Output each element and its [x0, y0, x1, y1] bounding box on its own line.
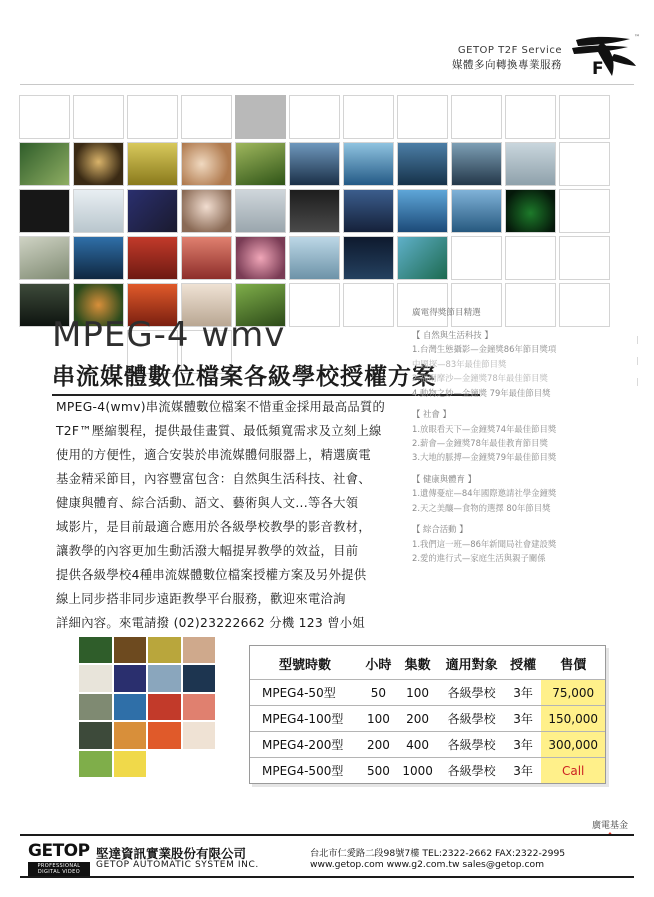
- thumbnail-cell: [397, 142, 448, 186]
- sponsor-label: 廣電基金: [591, 821, 628, 831]
- getop-wordmark: GETOP: [28, 841, 90, 861]
- body-line: 域影片，是目前最適合應用於各級學校教學的影音教材，: [56, 519, 371, 534]
- thumbnail-cell: [289, 142, 340, 186]
- body-line: T2F™壓縮製程，提供最佳畫質、最低頻寬需求及立刻上線: [56, 423, 382, 438]
- thumbnail-cell: [181, 142, 232, 186]
- service-name-cn: 媒體多向轉換專業服務: [452, 58, 562, 71]
- cell-episodes: 400: [397, 732, 439, 758]
- thumbnail-cell: [559, 189, 610, 233]
- thumbnail-cell: [343, 142, 394, 186]
- thumbnail-cell: [235, 142, 286, 186]
- company-address: 台北市仁愛路二段98號7樓 TEL:2322-2662 FAX:2322-2995: [310, 848, 566, 859]
- table-header-row: [250, 646, 605, 680]
- page-edge-marks: [636, 330, 639, 392]
- thumbnail-cell: [235, 95, 286, 139]
- cell-model: MPEG4-100型: [250, 706, 360, 732]
- brand-block: [452, 34, 640, 79]
- edge-mark: |: [636, 335, 639, 344]
- thumbnail-cell: [19, 189, 70, 233]
- page-footer: [20, 834, 634, 878]
- table-row: [250, 758, 605, 784]
- thumbnail-cell: [289, 189, 340, 233]
- mosaic-cell: [183, 694, 216, 720]
- page-title: [52, 315, 436, 391]
- body-line: 提供各級學校4種串流媒體數位檔案授權方案及另外提供: [56, 567, 367, 582]
- cell-target: 各級學校: [438, 758, 504, 784]
- thumbnail-cell: [397, 95, 448, 139]
- thumbnail-cell: [451, 142, 502, 186]
- thumbnail-cell: [235, 189, 286, 233]
- thumbnail-cell: [181, 95, 232, 139]
- cell-hours: 100: [360, 706, 397, 732]
- body-line: 詳細內容。來電請撥 (02)23222662 分機 123 曾小姐: [56, 615, 365, 630]
- service-name-en: GETOP T2F Service: [457, 45, 562, 56]
- thumbnail-cell: [559, 236, 610, 280]
- header-divider: [20, 84, 634, 85]
- mosaic-cell: [114, 637, 147, 663]
- thumbnail-cell: [289, 236, 340, 280]
- cell-price: Call: [541, 758, 605, 784]
- thumbnail-cell: [397, 236, 448, 280]
- thumbnail-cell: [127, 142, 178, 186]
- table-row: [250, 732, 605, 758]
- thumbnail-cell: [73, 189, 124, 233]
- mosaic-cell: [114, 694, 147, 720]
- svg-text:F: F: [592, 59, 604, 79]
- body-line: 線上同步搭非同步遠距教學平台服務，歡迎來電洽詢: [56, 591, 346, 606]
- thumbnail-cell: [19, 142, 70, 186]
- award-item: 1.遺傳憂症—84年國際邀請社學金鐘獎: [412, 488, 557, 499]
- thumbnail-cell: [181, 236, 232, 280]
- mosaic-cell: [148, 637, 181, 663]
- mosaic-cell: [183, 722, 216, 748]
- title-sub: 串流媒體數位檔案各級學校授權方案: [52, 363, 436, 390]
- pricing-table: [249, 645, 606, 784]
- award-item: 4.動物之妙—金鐘獎 79年最佳節目獎: [412, 387, 551, 398]
- thumbnail-cell: [451, 236, 502, 280]
- cell-license: 3年: [505, 706, 542, 732]
- mosaic-cell: [148, 694, 181, 720]
- body-line: MPEG-4(wmv)串流媒體數位檔案不惜重金採用最高品質的: [56, 400, 386, 414]
- awards-section-title: 【 綜合活動 】: [412, 524, 468, 535]
- award-item: 2.愛的進行式—家庭生活與親子關係: [412, 553, 546, 564]
- mosaic-cell: [148, 665, 181, 691]
- thumbnail-cell: [73, 236, 124, 280]
- company-name-cn: 堅達資訊實業股份有限公司: [96, 846, 247, 861]
- col-model: 型號時數: [279, 658, 332, 673]
- mosaic-cell: [148, 751, 181, 777]
- mosaic-thumbnail-block: [79, 637, 215, 777]
- award-item: 1.台灣生態攝影—金鐘獎86年節目獎項: [412, 344, 557, 355]
- award-item: 1.放眼看天下—金鐘獎74年最佳節目獎: [412, 423, 557, 434]
- pricing-table-body: [250, 680, 605, 784]
- cell-license: 3年: [505, 758, 542, 784]
- body-copy: [56, 396, 408, 636]
- body-line: 基金精采節目，內容豐富包含：自然與生活科技、社會、: [56, 471, 371, 486]
- table-row: [250, 706, 605, 732]
- col-license: 授權: [510, 658, 537, 673]
- brand-text: [452, 44, 562, 72]
- title-main: MPEG-4 wmv: [52, 315, 286, 355]
- cell-price: 75,000: [541, 680, 605, 706]
- thumbnail-cell: [19, 95, 70, 139]
- cell-hours: 500: [360, 758, 397, 784]
- mosaic-cell: [183, 637, 216, 663]
- awards-heading: 廣電得獎節目精選: [412, 308, 481, 318]
- mosaic-cell: [183, 751, 216, 777]
- mosaic-cell: [79, 637, 112, 663]
- cell-episodes: 1000: [397, 758, 439, 784]
- edge-mark: |: [636, 376, 639, 386]
- mosaic-cell: [148, 722, 181, 748]
- cell-target: 各級學校: [438, 680, 504, 706]
- cell-model: MPEG4-50型: [250, 680, 360, 706]
- trademark-symbol: ™: [634, 34, 640, 41]
- body-line: 讓教學的內容更加生動活潑大幅提昇教學的效益，目前: [56, 543, 359, 558]
- thumbnail-cell: [451, 95, 502, 139]
- thumbnail-row: [19, 95, 633, 139]
- mosaic-cell: [114, 751, 147, 777]
- thumbnail-cell: [559, 95, 610, 139]
- thumbnail-cell: [505, 142, 556, 186]
- t2f-logo-icon: [568, 34, 640, 79]
- edge-mark: |: [636, 355, 639, 365]
- awards-list: [412, 306, 612, 566]
- cell-target: 各級學校: [438, 706, 504, 732]
- thumbnail-cell: [505, 95, 556, 139]
- thumbnail-cell: [181, 189, 232, 233]
- thumbnail-cell: [451, 189, 502, 233]
- award-item: 2.天之美釀—食物的選擇 80年節目獎: [412, 502, 551, 513]
- thumbnail-cell: [73, 95, 124, 139]
- thumbnail-row: [19, 236, 633, 280]
- thumbnail-cell: [235, 236, 286, 280]
- mosaic-cell: [114, 722, 147, 748]
- table-row: [250, 680, 605, 706]
- cell-model: MPEG4-500型: [250, 758, 360, 784]
- pricing-table-head: [250, 646, 605, 680]
- mosaic-cell: [183, 665, 216, 691]
- cell-episodes: 200: [397, 706, 439, 732]
- thumbnail-cell: [343, 95, 394, 139]
- thumbnail-cell: [343, 189, 394, 233]
- award-item: 2.薪會—金鐘獎78年最佳教育節目獎: [412, 437, 548, 448]
- cell-episodes: 100: [397, 680, 439, 706]
- award-item: 2.福爾摩沙—金鐘獎78年最佳節目獎: [412, 373, 548, 384]
- thumbnail-cell: [505, 236, 556, 280]
- mosaic-cell: [79, 722, 112, 748]
- thumbnail-cell: [127, 95, 178, 139]
- awards-section-title: 【 社會 】: [412, 409, 451, 420]
- body-line: 使用的方便性，適合安裝於串流媒體伺服器上，精選廣電: [56, 447, 371, 462]
- cell-model: MPEG4-200型: [250, 732, 360, 758]
- thumbnail-cell: [19, 236, 70, 280]
- award-item: 1.我們這一班—86年新聞局社會建設獎: [412, 538, 557, 549]
- thumbnail-cell: [559, 142, 610, 186]
- page-header: [0, 0, 654, 86]
- getop-tagline: PROFESSIONAL DIGITAL VIDEO: [28, 862, 90, 876]
- cell-target: 各級學校: [438, 732, 504, 758]
- thumbnail-cell: [73, 142, 124, 186]
- thumbnail-row: [19, 189, 633, 233]
- cell-price: 300,000: [541, 732, 605, 758]
- col-hours: 小時: [365, 658, 392, 673]
- company-name-en: GETOP AUTOMATIC SYSTEM INC.: [96, 860, 259, 870]
- thumbnail-row: [19, 142, 633, 186]
- cell-license: 3年: [505, 732, 542, 758]
- cell-license: 3年: [505, 680, 542, 706]
- cell-hours: 50: [360, 680, 397, 706]
- pricing-table-grid: [250, 646, 605, 783]
- award-item: 3.大地的脈搏—金鐘獎79年最佳節目獎: [412, 452, 557, 463]
- thumbnail-cell: [343, 236, 394, 280]
- thumbnail-cell: [289, 95, 340, 139]
- company-web: www.getop.com www.g2.com.tw sales@getop.com: [310, 859, 545, 870]
- getop-logo: [28, 843, 90, 876]
- mosaic-cell: [79, 665, 112, 691]
- thumbnail-cell: [127, 236, 178, 280]
- thumbnail-cell: [505, 189, 556, 233]
- cell-hours: 200: [360, 732, 397, 758]
- mosaic-cell: [114, 665, 147, 691]
- award-item: 中國探—83年最佳節目獎: [412, 358, 507, 369]
- col-target: 適用對象: [445, 658, 498, 673]
- thumbnail-cell: [127, 189, 178, 233]
- awards-section-title: 【 自然與生活科技 】: [412, 329, 493, 340]
- mosaic-cell: [79, 694, 112, 720]
- thumbnail-cell: [397, 189, 448, 233]
- awards-section-title: 【 健康與體育 】: [412, 473, 476, 484]
- body-line: 健康與體育、綜合活動、語文、藝術與人文...等各大領: [56, 495, 359, 510]
- cell-price: 150,000: [541, 706, 605, 732]
- col-episodes: 集數: [404, 658, 431, 673]
- mosaic-cell: [79, 751, 112, 777]
- col-price: 售價: [560, 658, 587, 673]
